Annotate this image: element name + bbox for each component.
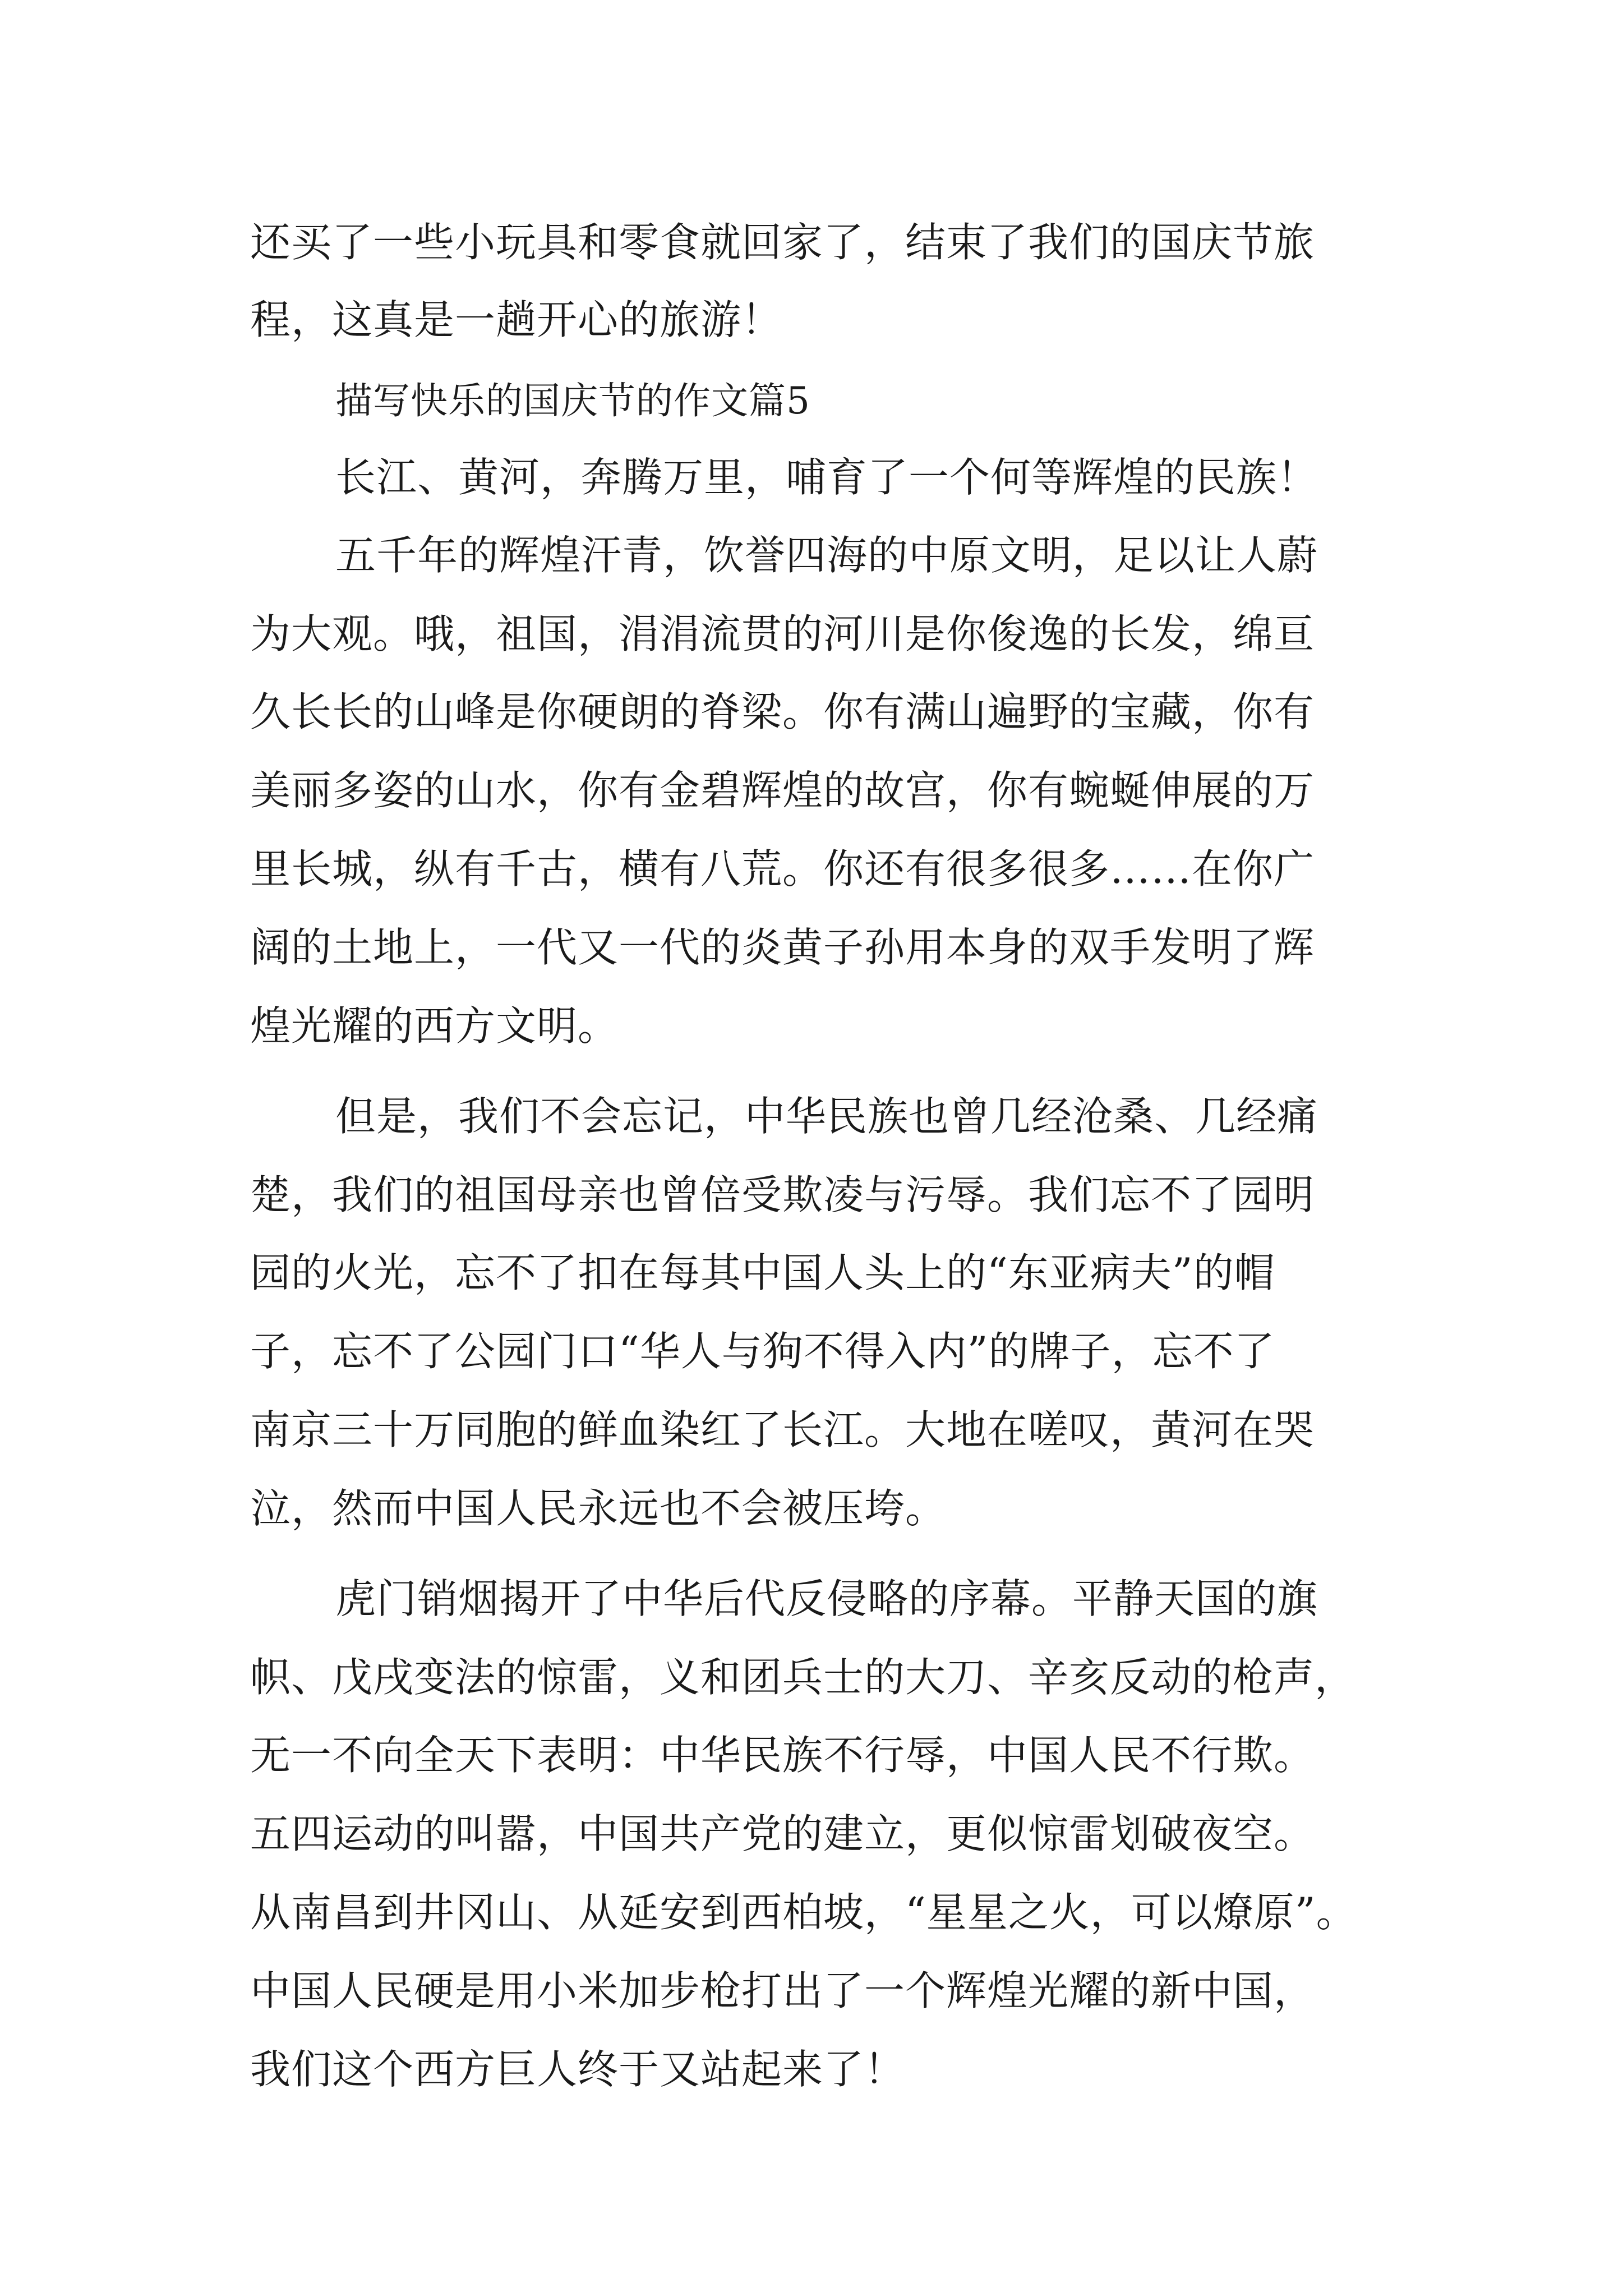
text-line: 为大观。哦，祖国，涓涓流贯的河川是你俊逸的长发，绵亘 <box>250 610 1315 657</box>
text-line: 楚，我们的祖国母亲也曾倍受欺凌与污辱。我们忘不了园明 <box>250 1171 1315 1218</box>
text-line: 长江、黄河，奔腾万里，哺育了一个何等辉煌的民族！ <box>335 454 1318 501</box>
text-line: 煌光耀的西方文明。 <box>250 1002 619 1050</box>
text-line: 从南昌到井冈山、从延安到西柏坡，“星星之火，可以燎原”。 <box>250 1889 1357 1936</box>
text-line: 阔的土地上，一代又一代的炎黄子孙用本身的双手发明了辉 <box>250 924 1315 971</box>
text-line: 园的火光，忘不了扣在每其中国人头上的“东亚病夫”的帽 <box>250 1249 1275 1296</box>
section-title: 描写快乐的国庆节的作文篇5 <box>335 379 810 422</box>
text-line: 南京三十万同胞的鲜血染红了长江。大地在嗟叹，黄河在哭 <box>250 1406 1315 1453</box>
text-line: 里长城，纵有千古，横有八荒。你还有很多很多……在你广 <box>250 845 1315 892</box>
text-line: 虎门销烟揭开了中华后代反侵略的序幕。平静天国的旗 <box>335 1575 1318 1622</box>
text-line: 程，这真是一趟开心的旅游！ <box>250 296 783 343</box>
text-line: 泣，然而中国人民永远也不会被压垮。 <box>250 1485 947 1532</box>
text-line: 五四运动的叫嚣，中国共产党的建立，更似惊雷划破夜空。 <box>250 1810 1315 1857</box>
text-line: 美丽多姿的山水，你有金碧辉煌的故宫，你有蜿蜒伸展的万 <box>250 767 1315 814</box>
text-line: 但是，我们不会忘记，中华民族也曾几经沧桑、几经痛 <box>335 1093 1318 1140</box>
text-line: 中国人民硬是用小米加步枪打出了一个辉煌光耀的新中国， <box>250 1967 1315 2014</box>
text-line: 子，忘不了公园门口“华人与狗不得入内”的牌子，忘不了 <box>250 1328 1275 1375</box>
text-line: 久长长的山峰是你硬朗的脊梁。你有满山遍野的宝藏，你有 <box>250 688 1315 735</box>
text-line: 我们这个西方巨人终于又站起来了！ <box>250 2046 906 2093</box>
text-line: 五千年的辉煌汗青，饮誉四海的中原文明，足以让人蔚 <box>335 532 1318 579</box>
text-line: 还买了一些小玩具和零食就回家了，结束了我们的国庆节旅 <box>250 219 1315 266</box>
text-line: 无一不向全天下表明：中华民族不行辱，中国人民不行欺。 <box>250 1732 1315 1779</box>
text-line: 帜、戊戌变法的惊雷，义和团兵士的大刀、辛亥反动的枪声， <box>250 1654 1356 1701</box>
